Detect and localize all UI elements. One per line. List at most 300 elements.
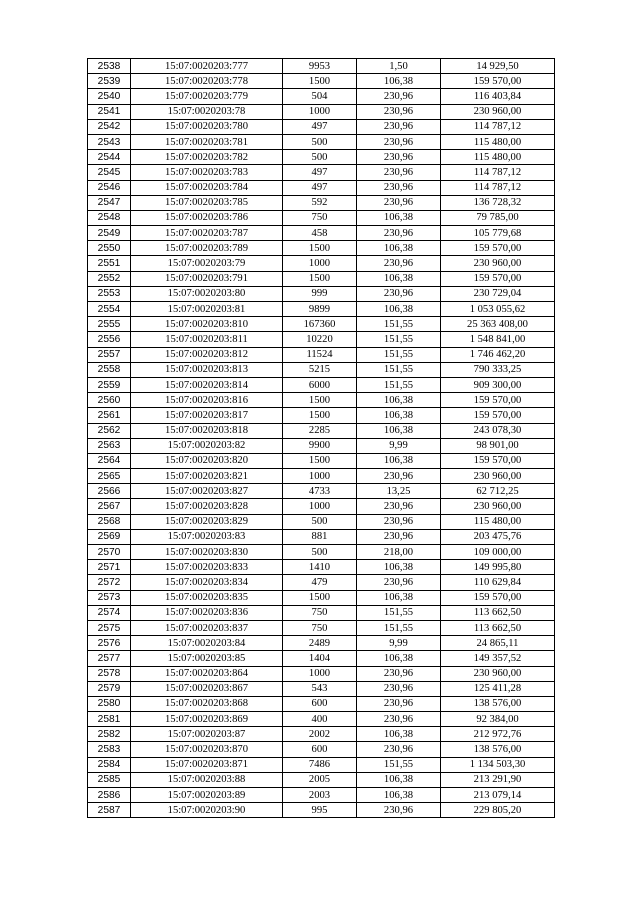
table-row xyxy=(88,499,555,514)
rate-cell: 230,96 xyxy=(357,696,441,711)
table-row xyxy=(88,590,555,605)
table-row xyxy=(88,438,555,453)
row-number-cell: 2548 xyxy=(88,210,131,225)
rate-cell: 230,96 xyxy=(357,514,441,529)
table-row xyxy=(88,529,555,544)
rate-cell: 230,96 xyxy=(357,150,441,165)
cadastral-number-cell: 15:07:0020203:814 xyxy=(131,377,283,392)
table-row xyxy=(88,772,555,787)
rate-cell: 230,96 xyxy=(357,803,441,818)
area-cell: 400 xyxy=(283,712,357,727)
cadastral-number-cell: 15:07:0020203:812 xyxy=(131,347,283,362)
cadastral-number-cell: 15:07:0020203:813 xyxy=(131,362,283,377)
table-row xyxy=(88,651,555,666)
table-row xyxy=(88,484,555,499)
cadastral-value-cell: 213 079,14 xyxy=(441,788,555,803)
rate-cell: 230,96 xyxy=(357,529,441,544)
table-row xyxy=(88,727,555,742)
row-number-cell: 2578 xyxy=(88,666,131,681)
cadastral-value-cell: 114 787,12 xyxy=(441,165,555,180)
area-cell: 167360 xyxy=(283,317,357,332)
cadastral-number-cell: 15:07:0020203:869 xyxy=(131,712,283,727)
row-number-cell: 2575 xyxy=(88,620,131,635)
row-number-cell: 2538 xyxy=(88,59,131,74)
cadastral-number-cell: 15:07:0020203:829 xyxy=(131,514,283,529)
cadastral-number-cell: 15:07:0020203:811 xyxy=(131,332,283,347)
row-number-cell: 2564 xyxy=(88,453,131,468)
area-cell: 999 xyxy=(283,286,357,301)
cadastral-value-cell: 230 960,00 xyxy=(441,256,555,271)
row-number-cell: 2547 xyxy=(88,195,131,210)
area-cell: 592 xyxy=(283,195,357,210)
table-row xyxy=(88,666,555,681)
cadastral-value-cell: 159 570,00 xyxy=(441,453,555,468)
rate-cell: 106,38 xyxy=(357,408,441,423)
area-cell: 2285 xyxy=(283,423,357,438)
cadastral-number-cell: 15:07:0020203:836 xyxy=(131,605,283,620)
rate-cell: 218,00 xyxy=(357,545,441,560)
cadastral-value-cell: 98 901,00 xyxy=(441,438,555,453)
rate-cell: 106,38 xyxy=(357,727,441,742)
table-row xyxy=(88,620,555,635)
area-cell: 1500 xyxy=(283,453,357,468)
area-cell: 9899 xyxy=(283,302,357,317)
row-number-cell: 2577 xyxy=(88,651,131,666)
area-cell: 504 xyxy=(283,89,357,104)
table-row xyxy=(88,271,555,286)
rate-cell: 151,55 xyxy=(357,605,441,620)
area-cell: 479 xyxy=(283,575,357,590)
rate-cell: 106,38 xyxy=(357,590,441,605)
area-cell: 11524 xyxy=(283,347,357,362)
rate-cell: 230,96 xyxy=(357,180,441,195)
table-row xyxy=(88,393,555,408)
table-row xyxy=(88,423,555,438)
table-row xyxy=(88,74,555,89)
rate-cell: 151,55 xyxy=(357,620,441,635)
row-number-cell: 2562 xyxy=(88,423,131,438)
area-cell: 10220 xyxy=(283,332,357,347)
row-number-cell: 2580 xyxy=(88,696,131,711)
cadastral-value-cell: 115 480,00 xyxy=(441,514,555,529)
table-row xyxy=(88,757,555,772)
table-row xyxy=(88,256,555,271)
row-number-cell: 2569 xyxy=(88,529,131,544)
cadastral-value-cell: 243 078,30 xyxy=(441,423,555,438)
row-number-cell: 2574 xyxy=(88,605,131,620)
table-row xyxy=(88,545,555,560)
cadastral-number-cell: 15:07:0020203:84 xyxy=(131,636,283,651)
area-cell: 7486 xyxy=(283,757,357,772)
table-row xyxy=(88,241,555,256)
cadastral-number-cell: 15:07:0020203:830 xyxy=(131,545,283,560)
row-number-cell: 2570 xyxy=(88,545,131,560)
row-number-cell: 2586 xyxy=(88,788,131,803)
row-number-cell: 2540 xyxy=(88,89,131,104)
table-row xyxy=(88,636,555,651)
cadastral-value-cell: 230 960,00 xyxy=(441,104,555,119)
rate-cell: 230,96 xyxy=(357,256,441,271)
table-row xyxy=(88,302,555,317)
cadastral-value-cell: 230 960,00 xyxy=(441,666,555,681)
rate-cell: 230,96 xyxy=(357,681,441,696)
row-number-cell: 2557 xyxy=(88,347,131,362)
cadastral-value-cell: 114 787,12 xyxy=(441,180,555,195)
area-cell: 500 xyxy=(283,545,357,560)
rate-cell: 230,96 xyxy=(357,89,441,104)
row-number-cell: 2584 xyxy=(88,757,131,772)
cadastral-number-cell: 15:07:0020203:868 xyxy=(131,696,283,711)
cadastral-number-cell: 15:07:0020203:784 xyxy=(131,180,283,195)
table-row xyxy=(88,377,555,392)
rate-cell: 106,38 xyxy=(357,560,441,575)
area-cell: 1500 xyxy=(283,271,357,286)
row-number-cell: 2566 xyxy=(88,484,131,499)
table-row xyxy=(88,803,555,818)
table-row xyxy=(88,453,555,468)
cadastral-value-cell: 125 411,28 xyxy=(441,681,555,696)
cadastral-value-cell: 909 300,00 xyxy=(441,377,555,392)
row-number-cell: 2587 xyxy=(88,803,131,818)
row-number-cell: 2555 xyxy=(88,317,131,332)
area-cell: 2003 xyxy=(283,788,357,803)
rate-cell: 151,55 xyxy=(357,377,441,392)
area-cell: 5215 xyxy=(283,362,357,377)
area-cell: 1500 xyxy=(283,590,357,605)
row-number-cell: 2556 xyxy=(88,332,131,347)
cadastral-number-cell: 15:07:0020203:781 xyxy=(131,134,283,149)
cadastral-number-cell: 15:07:0020203:85 xyxy=(131,651,283,666)
cadastral-number-cell: 15:07:0020203:816 xyxy=(131,393,283,408)
rate-cell: 230,96 xyxy=(357,226,441,241)
cadastral-number-cell: 15:07:0020203:81 xyxy=(131,302,283,317)
row-number-cell: 2565 xyxy=(88,469,131,484)
row-number-cell: 2539 xyxy=(88,74,131,89)
row-number-cell: 2550 xyxy=(88,241,131,256)
row-number-cell: 2543 xyxy=(88,134,131,149)
table-row xyxy=(88,788,555,803)
cadastral-value-cell: 230 729,04 xyxy=(441,286,555,301)
rate-cell: 230,96 xyxy=(357,666,441,681)
row-number-cell: 2568 xyxy=(88,514,131,529)
table-row xyxy=(88,226,555,241)
area-cell: 543 xyxy=(283,681,357,696)
table-body xyxy=(88,59,555,818)
cadastral-number-cell: 15:07:0020203:837 xyxy=(131,620,283,635)
cadastral-value-cell: 159 570,00 xyxy=(441,590,555,605)
cadastral-value-cell: 105 779,68 xyxy=(441,226,555,241)
rate-cell: 106,38 xyxy=(357,241,441,256)
cadastral-number-cell: 15:07:0020203:82 xyxy=(131,438,283,453)
row-number-cell: 2559 xyxy=(88,377,131,392)
cadastral-value-cell: 114 787,12 xyxy=(441,119,555,134)
cadastral-number-cell: 15:07:0020203:827 xyxy=(131,484,283,499)
cadastral-value-cell: 136 728,32 xyxy=(441,195,555,210)
cadastral-number-cell: 15:07:0020203:835 xyxy=(131,590,283,605)
row-number-cell: 2560 xyxy=(88,393,131,408)
cadastral-value-cell: 1 134 503,30 xyxy=(441,757,555,772)
rate-cell: 230,96 xyxy=(357,575,441,590)
area-cell: 497 xyxy=(283,119,357,134)
table-row xyxy=(88,514,555,529)
cadastral-value-cell: 790 333,25 xyxy=(441,362,555,377)
cadastral-value-cell: 116 403,84 xyxy=(441,89,555,104)
area-cell: 4733 xyxy=(283,484,357,499)
cadastral-value-cell: 24 865,11 xyxy=(441,636,555,651)
area-cell: 750 xyxy=(283,620,357,635)
cadastral-value-cell: 92 384,00 xyxy=(441,712,555,727)
cadastral-number-cell: 15:07:0020203:789 xyxy=(131,241,283,256)
cadastral-value-cell: 25 363 408,00 xyxy=(441,317,555,332)
cadastral-value-cell: 213 291,90 xyxy=(441,772,555,787)
row-number-cell: 2571 xyxy=(88,560,131,575)
cadastral-number-cell: 15:07:0020203:791 xyxy=(131,271,283,286)
table-row xyxy=(88,742,555,757)
cadastral-number-cell: 15:07:0020203:780 xyxy=(131,119,283,134)
rate-cell: 106,38 xyxy=(357,788,441,803)
table-row xyxy=(88,560,555,575)
area-cell: 500 xyxy=(283,134,357,149)
row-number-cell: 2549 xyxy=(88,226,131,241)
cadastral-number-cell: 15:07:0020203:786 xyxy=(131,210,283,225)
rate-cell: 106,38 xyxy=(357,423,441,438)
cadastral-value-cell: 203 475,76 xyxy=(441,529,555,544)
cadastral-value-cell: 110 629,84 xyxy=(441,575,555,590)
area-cell: 1500 xyxy=(283,408,357,423)
rate-cell: 9,99 xyxy=(357,438,441,453)
rate-cell: 230,96 xyxy=(357,742,441,757)
row-number-cell: 2551 xyxy=(88,256,131,271)
table-row xyxy=(88,134,555,149)
row-number-cell: 2554 xyxy=(88,302,131,317)
area-cell: 1000 xyxy=(283,256,357,271)
rate-cell: 230,96 xyxy=(357,119,441,134)
area-cell: 600 xyxy=(283,742,357,757)
row-number-cell: 2567 xyxy=(88,499,131,514)
area-cell: 9953 xyxy=(283,59,357,74)
cadastral-value-cell: 149 995,80 xyxy=(441,560,555,575)
cadastral-value-cell: 138 576,00 xyxy=(441,742,555,757)
row-number-cell: 2563 xyxy=(88,438,131,453)
cadastral-number-cell: 15:07:0020203:83 xyxy=(131,529,283,544)
cadastral-value-cell: 212 972,76 xyxy=(441,727,555,742)
cadastral-number-cell: 15:07:0020203:870 xyxy=(131,742,283,757)
cadastral-value-cell: 138 576,00 xyxy=(441,696,555,711)
rate-cell: 106,38 xyxy=(357,210,441,225)
cadastral-value-cell: 229 805,20 xyxy=(441,803,555,818)
row-number-cell: 2544 xyxy=(88,150,131,165)
table-row xyxy=(88,150,555,165)
area-cell: 995 xyxy=(283,803,357,818)
table-row xyxy=(88,696,555,711)
table-row xyxy=(88,59,555,74)
cadastral-value-cell: 62 712,25 xyxy=(441,484,555,499)
table-row xyxy=(88,210,555,225)
rate-cell: 230,96 xyxy=(357,499,441,514)
rate-cell: 151,55 xyxy=(357,347,441,362)
cadastral-value-table xyxy=(87,58,555,818)
area-cell: 497 xyxy=(283,180,357,195)
cadastral-number-cell: 15:07:0020203:783 xyxy=(131,165,283,180)
area-cell: 2489 xyxy=(283,636,357,651)
cadastral-value-cell: 79 785,00 xyxy=(441,210,555,225)
cadastral-number-cell: 15:07:0020203:78 xyxy=(131,104,283,119)
row-number-cell: 2546 xyxy=(88,180,131,195)
area-cell: 458 xyxy=(283,226,357,241)
area-cell: 500 xyxy=(283,150,357,165)
row-number-cell: 2585 xyxy=(88,772,131,787)
cadastral-number-cell: 15:07:0020203:80 xyxy=(131,286,283,301)
row-number-cell: 2582 xyxy=(88,727,131,742)
cadastral-number-cell: 15:07:0020203:79 xyxy=(131,256,283,271)
area-cell: 1000 xyxy=(283,469,357,484)
cadastral-value-cell: 1 053 055,62 xyxy=(441,302,555,317)
table-row xyxy=(88,165,555,180)
rate-cell: 230,96 xyxy=(357,712,441,727)
area-cell: 1500 xyxy=(283,393,357,408)
table-row xyxy=(88,286,555,301)
cadastral-number-cell: 15:07:0020203:89 xyxy=(131,788,283,803)
area-cell: 881 xyxy=(283,529,357,544)
area-cell: 500 xyxy=(283,514,357,529)
row-number-cell: 2576 xyxy=(88,636,131,651)
rate-cell: 151,55 xyxy=(357,332,441,347)
cadastral-number-cell: 15:07:0020203:833 xyxy=(131,560,283,575)
area-cell: 1410 xyxy=(283,560,357,575)
table-row xyxy=(88,712,555,727)
area-cell: 1000 xyxy=(283,104,357,119)
table-row xyxy=(88,408,555,423)
cadastral-number-cell: 15:07:0020203:834 xyxy=(131,575,283,590)
table-row xyxy=(88,104,555,119)
rate-cell: 230,96 xyxy=(357,469,441,484)
table-row xyxy=(88,119,555,134)
table-row xyxy=(88,575,555,590)
row-number-cell: 2545 xyxy=(88,165,131,180)
area-cell: 497 xyxy=(283,165,357,180)
row-number-cell: 2561 xyxy=(88,408,131,423)
cadastral-value-cell: 159 570,00 xyxy=(441,74,555,89)
cadastral-number-cell: 15:07:0020203:787 xyxy=(131,226,283,241)
area-cell: 750 xyxy=(283,210,357,225)
row-number-cell: 2553 xyxy=(88,286,131,301)
cadastral-number-cell: 15:07:0020203:818 xyxy=(131,423,283,438)
cadastral-number-cell: 15:07:0020203:817 xyxy=(131,408,283,423)
area-cell: 1500 xyxy=(283,241,357,256)
row-number-cell: 2581 xyxy=(88,712,131,727)
row-number-cell: 2583 xyxy=(88,742,131,757)
cadastral-number-cell: 15:07:0020203:87 xyxy=(131,727,283,742)
cadastral-number-cell: 15:07:0020203:864 xyxy=(131,666,283,681)
area-cell: 750 xyxy=(283,605,357,620)
cadastral-value-cell: 159 570,00 xyxy=(441,393,555,408)
cadastral-number-cell: 15:07:0020203:821 xyxy=(131,469,283,484)
row-number-cell: 2579 xyxy=(88,681,131,696)
cadastral-value-cell: 109 000,00 xyxy=(441,545,555,560)
row-number-cell: 2573 xyxy=(88,590,131,605)
cadastral-value-cell: 115 480,00 xyxy=(441,150,555,165)
cadastral-number-cell: 15:07:0020203:90 xyxy=(131,803,283,818)
rate-cell: 151,55 xyxy=(357,317,441,332)
table-row xyxy=(88,362,555,377)
table-row xyxy=(88,347,555,362)
table-row xyxy=(88,332,555,347)
cadastral-number-cell: 15:07:0020203:785 xyxy=(131,195,283,210)
area-cell: 1404 xyxy=(283,651,357,666)
cadastral-value-cell: 14 929,50 xyxy=(441,59,555,74)
rate-cell: 230,96 xyxy=(357,195,441,210)
rate-cell: 151,55 xyxy=(357,362,441,377)
row-number-cell: 2572 xyxy=(88,575,131,590)
cadastral-number-cell: 15:07:0020203:778 xyxy=(131,74,283,89)
cadastral-value-cell: 159 570,00 xyxy=(441,408,555,423)
table-row xyxy=(88,195,555,210)
cadastral-value-cell: 1 746 462,20 xyxy=(441,347,555,362)
cadastral-value-cell: 149 357,52 xyxy=(441,651,555,666)
cadastral-number-cell: 15:07:0020203:867 xyxy=(131,681,283,696)
cadastral-number-cell: 15:07:0020203:779 xyxy=(131,89,283,104)
area-cell: 1000 xyxy=(283,499,357,514)
area-cell: 2005 xyxy=(283,772,357,787)
rate-cell: 106,38 xyxy=(357,74,441,89)
rate-cell: 230,96 xyxy=(357,134,441,149)
area-cell: 9900 xyxy=(283,438,357,453)
rate-cell: 9,99 xyxy=(357,636,441,651)
cadastral-value-cell: 1 548 841,00 xyxy=(441,332,555,347)
cadastral-value-cell: 230 960,00 xyxy=(441,499,555,514)
table-row xyxy=(88,681,555,696)
table-row xyxy=(88,89,555,104)
area-cell: 6000 xyxy=(283,377,357,392)
cadastral-number-cell: 15:07:0020203:782 xyxy=(131,150,283,165)
rate-cell: 230,96 xyxy=(357,286,441,301)
area-cell: 1500 xyxy=(283,74,357,89)
cadastral-value-cell: 159 570,00 xyxy=(441,271,555,286)
cadastral-number-cell: 15:07:0020203:820 xyxy=(131,453,283,468)
rate-cell: 13,25 xyxy=(357,484,441,499)
rate-cell: 151,55 xyxy=(357,757,441,772)
cadastral-value-cell: 115 480,00 xyxy=(441,134,555,149)
row-number-cell: 2541 xyxy=(88,104,131,119)
rate-cell: 230,96 xyxy=(357,104,441,119)
table-row xyxy=(88,180,555,195)
cadastral-value-cell: 230 960,00 xyxy=(441,469,555,484)
area-cell: 600 xyxy=(283,696,357,711)
rate-cell: 230,96 xyxy=(357,165,441,180)
table-row xyxy=(88,469,555,484)
rate-cell: 106,38 xyxy=(357,772,441,787)
row-number-cell: 2558 xyxy=(88,362,131,377)
cadastral-number-cell: 15:07:0020203:810 xyxy=(131,317,283,332)
rate-cell: 1,50 xyxy=(357,59,441,74)
row-number-cell: 2542 xyxy=(88,119,131,134)
cadastral-value-cell: 113 662,50 xyxy=(441,605,555,620)
rate-cell: 106,38 xyxy=(357,453,441,468)
cadastral-number-cell: 15:07:0020203:871 xyxy=(131,757,283,772)
cadastral-number-cell: 15:07:0020203:88 xyxy=(131,772,283,787)
rate-cell: 106,38 xyxy=(357,271,441,286)
rate-cell: 106,38 xyxy=(357,651,441,666)
cadastral-number-cell: 15:07:0020203:777 xyxy=(131,59,283,74)
cadastral-number-cell: 15:07:0020203:828 xyxy=(131,499,283,514)
table-row xyxy=(88,317,555,332)
rate-cell: 106,38 xyxy=(357,393,441,408)
area-cell: 2002 xyxy=(283,727,357,742)
cadastral-value-cell: 113 662,50 xyxy=(441,620,555,635)
area-cell: 1000 xyxy=(283,666,357,681)
row-number-cell: 2552 xyxy=(88,271,131,286)
cadastral-value-cell: 159 570,00 xyxy=(441,241,555,256)
